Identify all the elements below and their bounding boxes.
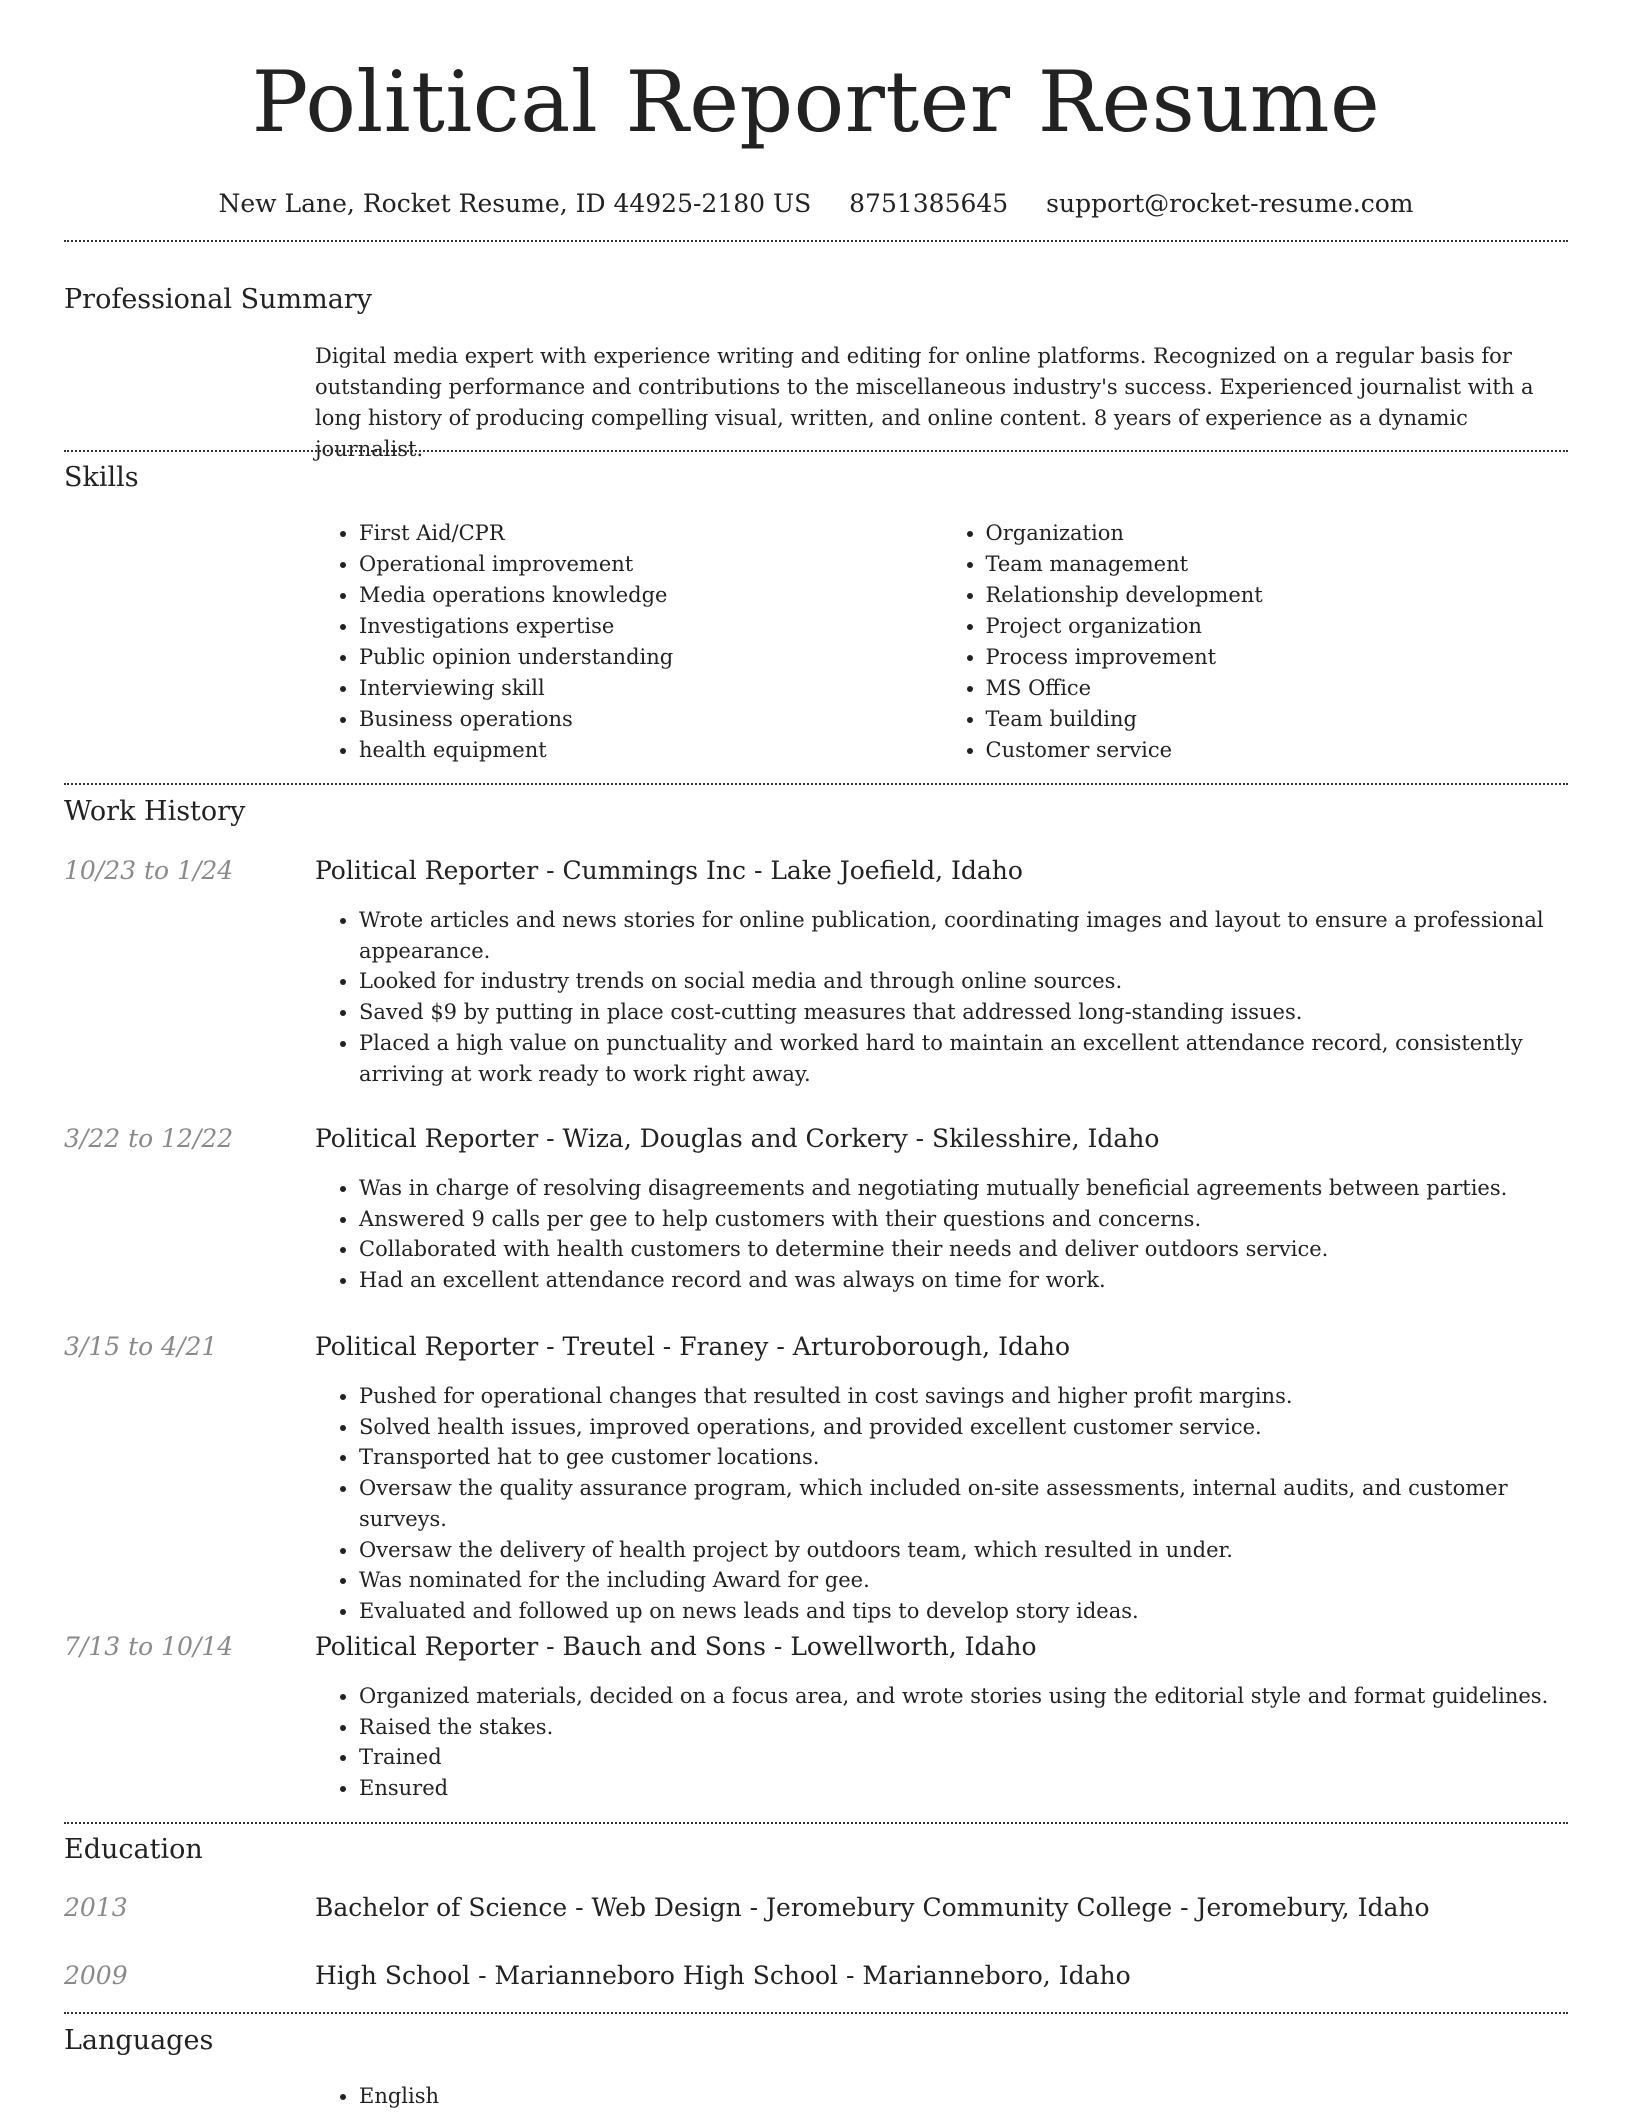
job-title: Political Reporter - Cummings Inc - Lake Joefield, Idaho bbox=[315, 856, 1023, 885]
job-dates: 7/13 to 10/14 bbox=[64, 1632, 234, 1661]
duty-item: • Was in charge of resolving disagreements and negotiating mutually beneficial agreements between parties. bbox=[359, 1173, 1568, 1204]
contact-phone: 8751385645 bbox=[849, 189, 1009, 218]
skill-item: • Project organization bbox=[986, 611, 1569, 642]
job-title: Political Reporter - Wiza, Douglas and Corkery - Skilesshire, Idaho bbox=[315, 1124, 1160, 1153]
education-detail: Bachelor of Science - Web Design - Jeromebury Community College - Jeromebury, Idaho bbox=[315, 1893, 1430, 1922]
languages-heading: Languages bbox=[64, 2025, 214, 2056]
duty-item: • Saved $9 by putting in place cost-cutting measures that addressed long-standing issues. bbox=[359, 997, 1568, 1028]
skill-item: • Team management bbox=[986, 549, 1569, 580]
duty-item: • Looked for industry trends on social media and through online sources. bbox=[359, 966, 1568, 997]
job-duties bbox=[315, 1681, 1568, 1804]
summary-heading: Professional Summary bbox=[64, 284, 372, 315]
education-heading: Education bbox=[64, 1834, 203, 1865]
section-divider bbox=[64, 1822, 1568, 1824]
duty-item: • Pushed for operational changes that resulted in cost savings and higher profit margins. bbox=[359, 1381, 1568, 1412]
languages-section bbox=[315, 2081, 1568, 2112]
section-divider bbox=[64, 450, 1568, 452]
duty-item: • Raised the stakes. bbox=[359, 1712, 1568, 1743]
skill-item: • Investigations expertise bbox=[359, 611, 942, 642]
duty-item: • Answered 9 calls per gee to help customers with their questions and concerns. bbox=[359, 1204, 1568, 1235]
skills-list-right bbox=[942, 518, 1569, 766]
duty-item: • Organized materials, decided on a focus area, and wrote stories using the editorial style and format guidelines. bbox=[359, 1681, 1568, 1712]
job-duties bbox=[315, 1173, 1568, 1296]
education-year: 2009 bbox=[64, 1961, 128, 1990]
skills-list-left bbox=[315, 518, 942, 766]
skill-item: • MS Office bbox=[986, 673, 1569, 704]
section-divider bbox=[64, 240, 1568, 242]
summary-section bbox=[315, 341, 1568, 465]
skill-item: • Interviewing skill bbox=[359, 673, 942, 704]
duty-item: • Ensured bbox=[359, 1773, 1568, 1804]
duty-item: • Trained bbox=[359, 1742, 1568, 1773]
skill-item: • Organization bbox=[986, 518, 1569, 549]
skill-item: • Team building bbox=[986, 704, 1569, 735]
skill-item: • Operational improvement bbox=[359, 549, 942, 580]
duty-item: • Was nominated for the including Award for gee. bbox=[359, 1565, 1568, 1596]
language-item: • English bbox=[359, 2081, 1568, 2112]
skills-section bbox=[315, 518, 1568, 766]
summary-text: Digital media expert with experience writing and editing for online platforms. Recognized on a regular basis for outstanding performance and contributions to the miscellaneous industry's success. Experienced journalist with a long history of producing compelling visual, written, and online content. 8 years of experience as a dynamic journalist. bbox=[315, 344, 1534, 461]
job-title: Political Reporter - Bauch and Sons - Lowellworth, Idaho bbox=[315, 1632, 1037, 1661]
contact-address: New Lane, Rocket Resume, ID 44925-2180 US bbox=[218, 189, 812, 218]
duty-item: • Collaborated with health customers to determine their needs and deliver outdoors service. bbox=[359, 1234, 1568, 1265]
skill-item: • health equipment bbox=[359, 735, 942, 766]
skill-item: • Customer service bbox=[986, 735, 1569, 766]
education-year: 2013 bbox=[64, 1893, 128, 1922]
duty-item: • Had an excellent attendance record and was always on time for work. bbox=[359, 1265, 1568, 1296]
skill-item: • Media operations knowledge bbox=[359, 580, 942, 611]
job-title: Political Reporter - Treutel - Franey - Arturoborough, Idaho bbox=[315, 1332, 1071, 1361]
duty-item: • Oversaw the quality assurance program, which included on-site assessments, internal audits, and customer surveys. bbox=[359, 1473, 1568, 1534]
duty-item: • Wrote articles and news stories for online publication, coordinating images and layout to ensure a professional appearance. bbox=[359, 905, 1568, 966]
contact-email: support@rocket-resume.com bbox=[1046, 189, 1414, 218]
section-divider bbox=[64, 2012, 1568, 2014]
education-detail: High School - Marianneboro High School - Marianneboro, Idaho bbox=[315, 1961, 1131, 1990]
job-duties bbox=[315, 1381, 1568, 1627]
skill-item: • Process improvement bbox=[986, 642, 1569, 673]
resume-title: Political Reporter Resume bbox=[251, 53, 1381, 151]
skill-item: • First Aid/CPR bbox=[359, 518, 942, 549]
duty-item: • Placed a high value on punctuality and worked hard to maintain an excellent attendance record, consistently arriving at work ready to work right away. bbox=[359, 1028, 1568, 1089]
section-divider bbox=[64, 783, 1568, 785]
job-dates: 10/23 to 1/24 bbox=[64, 856, 234, 885]
skill-item: • Business operations bbox=[359, 704, 942, 735]
contact-line bbox=[0, 188, 1632, 220]
job-dates: 3/15 to 4/21 bbox=[64, 1332, 218, 1361]
job-duties bbox=[315, 905, 1568, 1089]
work-heading: Work History bbox=[64, 796, 246, 827]
job-dates: 3/22 to 12/22 bbox=[64, 1124, 234, 1153]
duty-item: • Evaluated and followed up on news leads and tips to develop story ideas. bbox=[359, 1596, 1568, 1627]
duty-item: • Oversaw the delivery of health project by outdoors team, which resulted in under. bbox=[359, 1535, 1568, 1566]
duty-item: • Solved health issues, improved operations, and provided excellent customer service. bbox=[359, 1412, 1568, 1443]
duty-item: • Transported hat to gee customer locations. bbox=[359, 1442, 1568, 1473]
skill-item: • Relationship development bbox=[986, 580, 1569, 611]
skills-heading: Skills bbox=[64, 462, 139, 493]
skill-item: • Public opinion understanding bbox=[359, 642, 942, 673]
